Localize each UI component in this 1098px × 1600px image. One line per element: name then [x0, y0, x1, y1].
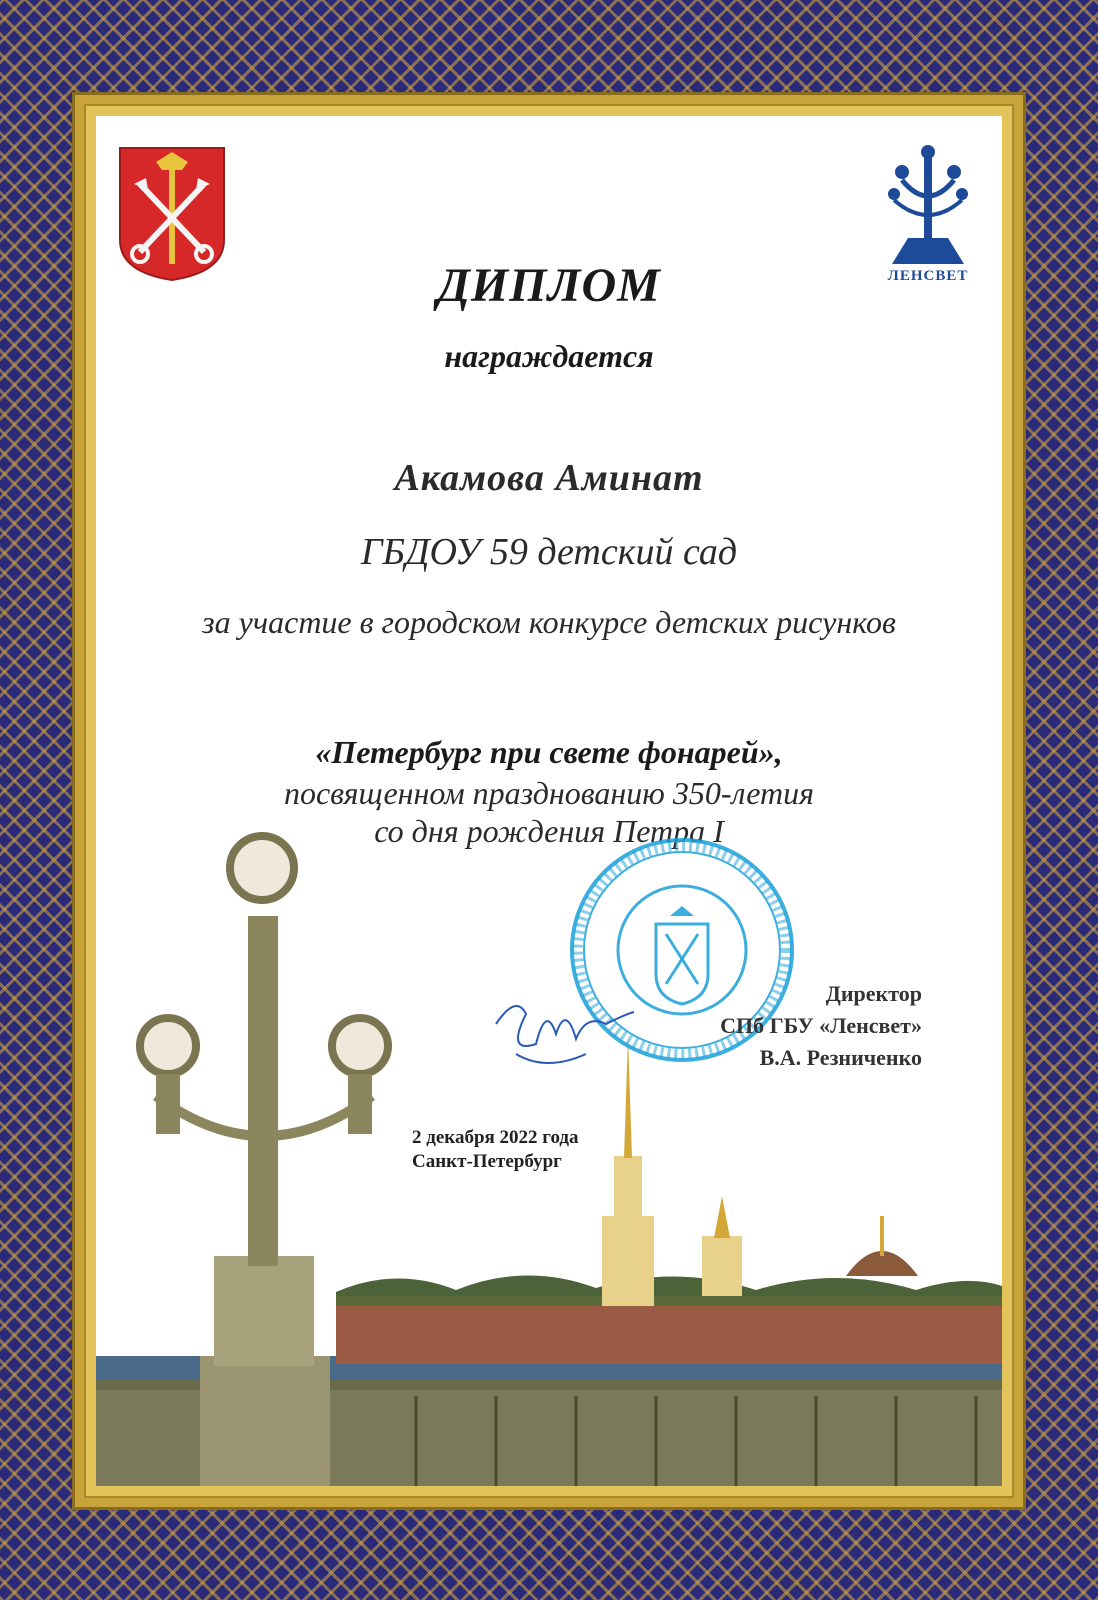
issue-date: 2 декабря 2022 года [412, 1127, 579, 1148]
diploma-title: ДИПЛОМ [437, 259, 661, 312]
director-signature-block [720, 978, 922, 1074]
director-name: В.А. Резниченко [759, 1045, 922, 1070]
award-reason: за участие в городском конкурсе детских рисунков [202, 604, 896, 640]
date-location-block [412, 1126, 579, 1174]
recipient-organization: ГБДОУ 59 детский сад [360, 531, 738, 573]
contest-dedication [96, 774, 1002, 850]
diploma-sheet [96, 116, 1002, 1486]
awarded-text: награждается [444, 338, 654, 374]
director-organization: СПб ГБУ «Ленсвет» [720, 1013, 922, 1038]
director-position: Директор [825, 981, 922, 1006]
street-lamp-icon [878, 142, 978, 266]
dedication-line-2: со дня рождения Петра I [374, 813, 724, 849]
recipient-name: Акамова Аминат [394, 457, 704, 499]
issue-city: Санкт-Петербург [412, 1151, 562, 1172]
handwritten-signature [486, 984, 636, 1074]
contest-name: «Петербург при свете фонарей», [315, 734, 783, 770]
dedication-line-1: посвященном празднованию 350-летия [283, 775, 815, 811]
lensvet-logo-label: ЛЕНСВЕТ [887, 268, 969, 284]
